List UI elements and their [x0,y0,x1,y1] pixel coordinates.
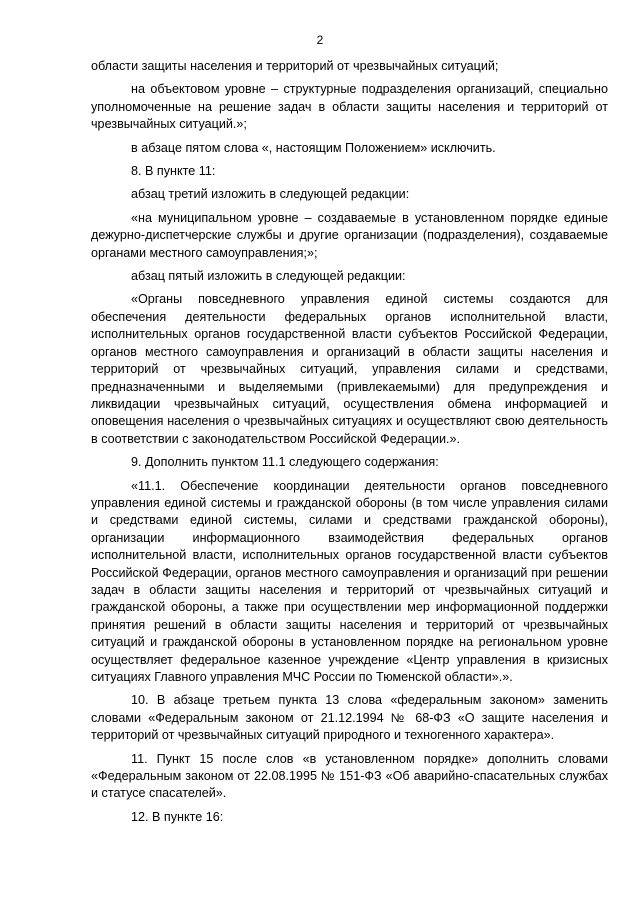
paragraph: 8. В пункте 11: [131,164,216,179]
paragraph: 12. В пункте 16: [131,809,224,824]
paragraph: «11.1. Обеспечение координации деятельности органов повседневного управления единой системы и гражданской обороны (в том числе управления силами и средствами единой системы, силами и средствами гражданской обороны), организации информационного взаимодействия федеральных органов исполнительной власти, исполнительных органов государственной власти субъектов Российской Федерации, органов местного самоуправления и организаций при решении задач в области защиты населения и территорий от чрезвычайных ситуаций и гражданской обороны, а также при осуществлении мер информационной поддержки принятия решений в области защиты населения и территорий от чрезвычайных ситуаций и гражданской обороны в установленном порядке на региональном уровне осуществляет федеральное казенное учреждение «Центр управления в кризисных ситуациях Главного управления МЧС России по Тюменской области».». [91,478,608,684]
paragraph: «на муниципальном уровне – создаваемые в установленном порядке единые дежурно-диспетчерские службы и другие организации (подразделения), создаваемые органами местного самоуправления;»; [91,210,608,260]
paragraph: абзац третий изложить в следующей редакции: [131,187,410,202]
paragraph: в абзаце пятом слова «, настоящим Положением» исключить. [131,140,496,155]
paragraph: абзац пятый изложить в следующей редакции: [131,269,406,284]
document-body [91,58,608,826]
paragraph: 9. Дополнить пунктом 11.1 следующего содержания: [131,455,439,470]
paragraph: 11. Пункт 15 после слов «в установленном порядке» дополнить словами «Федеральным законом от 22.08.1995 № 151-ФЗ «Об аварийно-спасательных службах и статусе спасателей». [91,751,608,801]
page-number: 2 [316,33,324,47]
paragraph: 10. В абзаце третьем пункта 13 слова «федеральным законом» заменить словами «Федеральным законом от 21.12.1994 № 68-ФЗ «О защите населения и территорий от чрезвычайных ситуаций природного и техногенного характера». [91,693,608,743]
paragraph: области защиты населения и территорий от чрезвычайных ситуаций; [91,59,499,73]
paragraph: «Органы повседневного управления единой системы создаются для обеспечения деятельности федеральных органов исполнительной власти, исполнительных органов государственной власти субъектов Российской Федерации, органов местного самоуправления и организаций в области защиты населения и территорий от чрезвычайных ситуаций, управления силами и средствами, предназначенными и выделяемыми (привлекаемыми) для предупреждения и ликвидации чрезвычайных ситуаций, осуществления обмена информацией и оповещения населения о чрезвычайных ситуациях и осуществляют свою деятельность в соответствии с законодательством Российской Федерации.». [91,292,608,446]
paragraph: на объектовом уровне – структурные подразделения организаций, специально уполномоченные на решение задач в области защиты населения и территорий от чрезвычайных ситуаций.»; [91,82,608,132]
